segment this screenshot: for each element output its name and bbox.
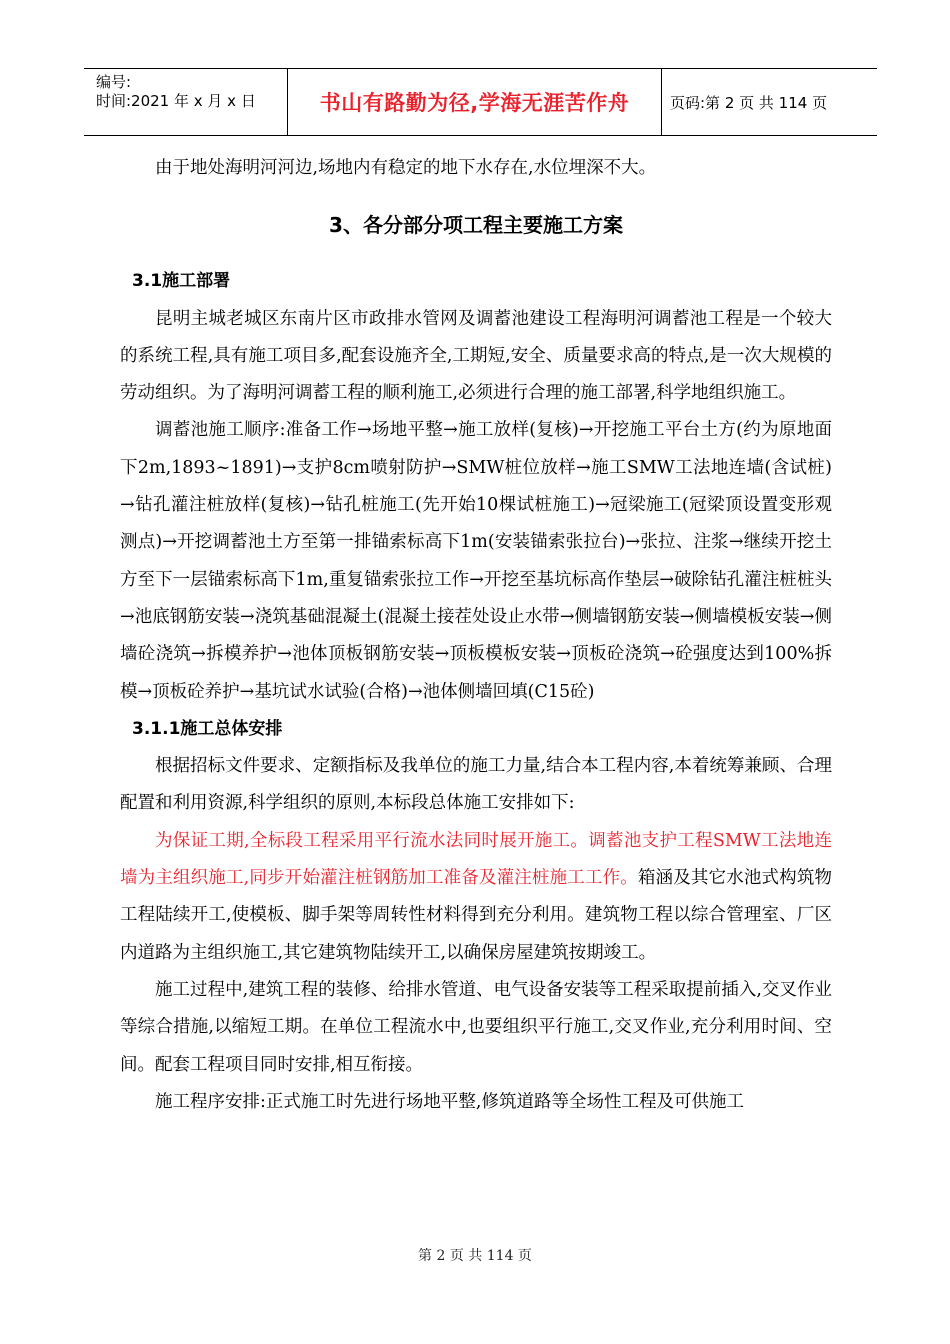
- paragraph-process: 施工过程中,建筑工程的装修、给排水管道、电气设备安装等工程采取提前插入,交叉作业等综合措施,以缩短工期。在单位工程流水中,也要组织平行施工,交叉作业,充分利用时间、空间。配套工程项目同时安排,相互衔接。: [120, 979, 832, 1075]
- subsection-title-3-1-1: 3.1.1施工总体安排: [132, 718, 283, 739]
- paragraph-deployment: 昆明主城老城区东南片区市政排水管网及调蓄池建设工程海明河调蓄池工程是一个较大的系统工程,具有施工项目多,配套设施齐全,工期短,安全、质量要求高的特点,是一次大规模的劳动组织。为了海明河调蓄工程的顺利施工,必须进行合理的施工部署,科学地组织施工。: [120, 308, 832, 404]
- paragraph-procedure: 施工程序安排:正式施工时先进行场地平整,修筑道路等全场性工程及可供施工: [155, 1091, 744, 1112]
- header-meta: [84, 69, 287, 135]
- header-page-cell: [662, 69, 877, 135]
- paragraph-schedule-rest: 箱涵及其它水池式构筑物工程陆续开工,使模板、脚手架等周转性材料得到充分利用。建筑物工程以综合管理室、厂区内道路为主组织施工,其它建筑物陆续开工,以确保房屋建筑按期竣工。: [120, 868, 832, 963]
- document-number-label: 编号:: [96, 73, 132, 91]
- section-title: 3、各分部分项工程主要施工方案: [329, 213, 623, 238]
- highlighted-text: 为保证工期,全标段工程采用平行流水法同时展开施工。调蓄池支护工程SMW工法地连墙为主组织施工,同步开始灌注桩钢筋加工准备及灌注桩施工工作。: [120, 830, 832, 889]
- subsection-title-3-1: 3.1施工部署: [132, 271, 231, 292]
- page-header: [84, 68, 877, 136]
- document-time-label: 时间:2021 年 x 月 x 日: [96, 92, 256, 110]
- header-page-label: 页码:第 2 页 共 114 页: [670, 93, 828, 112]
- intro-paragraph: 由于地处海明河河边,场地内有稳定的地下水存在,水位埋深不大。: [155, 158, 657, 178]
- paragraph-schedule: [120, 823, 832, 972]
- header-motto-cell: [287, 69, 662, 135]
- page-footer: 第 2 页 共 114 页: [418, 1248, 532, 1264]
- header-motto: 书山有路勤为径,学海无涯苦作舟: [319, 91, 630, 115]
- paragraph-construction-sequence: 调蓄池施工顺序:准备工作→场地平整→施工放样(复核)→开挖施工平台土方(约为原地面下2m,1893~1891)→支护8cm喷射防护→SMW桩位放样→施工SMW工法地连墙(含试桩)→钻孔灌注桩放样(复核)→钻孔桩施工(先开始10棵试桩施工)→冠梁施工(冠梁顶设置变形观测点)→开挖调蓄池土方至第一排锚索标高下1m(安装锚索张拉台)→张拉、注浆→继续开挖土方至下一层锚索标高下1m,重复锚索张拉工作→开挖至基坑标高作垫层→破除钻孔灌注桩桩头→池底钢筋安装→浇筑基础混凝土(混凝土接茬处设止水带→侧墙钢筋安装→侧墙模板安装→侧墙砼浇筑→拆模养护→池体顶板钢筋安装→顶板模板安装→顶板砼浇筑→砼强度达到100%拆模→顶板砼养护→基坑试水试验(合格)→池体侧墙回填(C15砼): [120, 420, 832, 702]
- document-body: [120, 150, 832, 1121]
- paragraph-overall-plan: 根据招标文件要求、定额指标及我单位的施工力量,结合本工程内容,本着统筹兼顾、合理配置和利用资源,科学组织的原则,本标段总体施工安排如下:: [120, 756, 832, 814]
